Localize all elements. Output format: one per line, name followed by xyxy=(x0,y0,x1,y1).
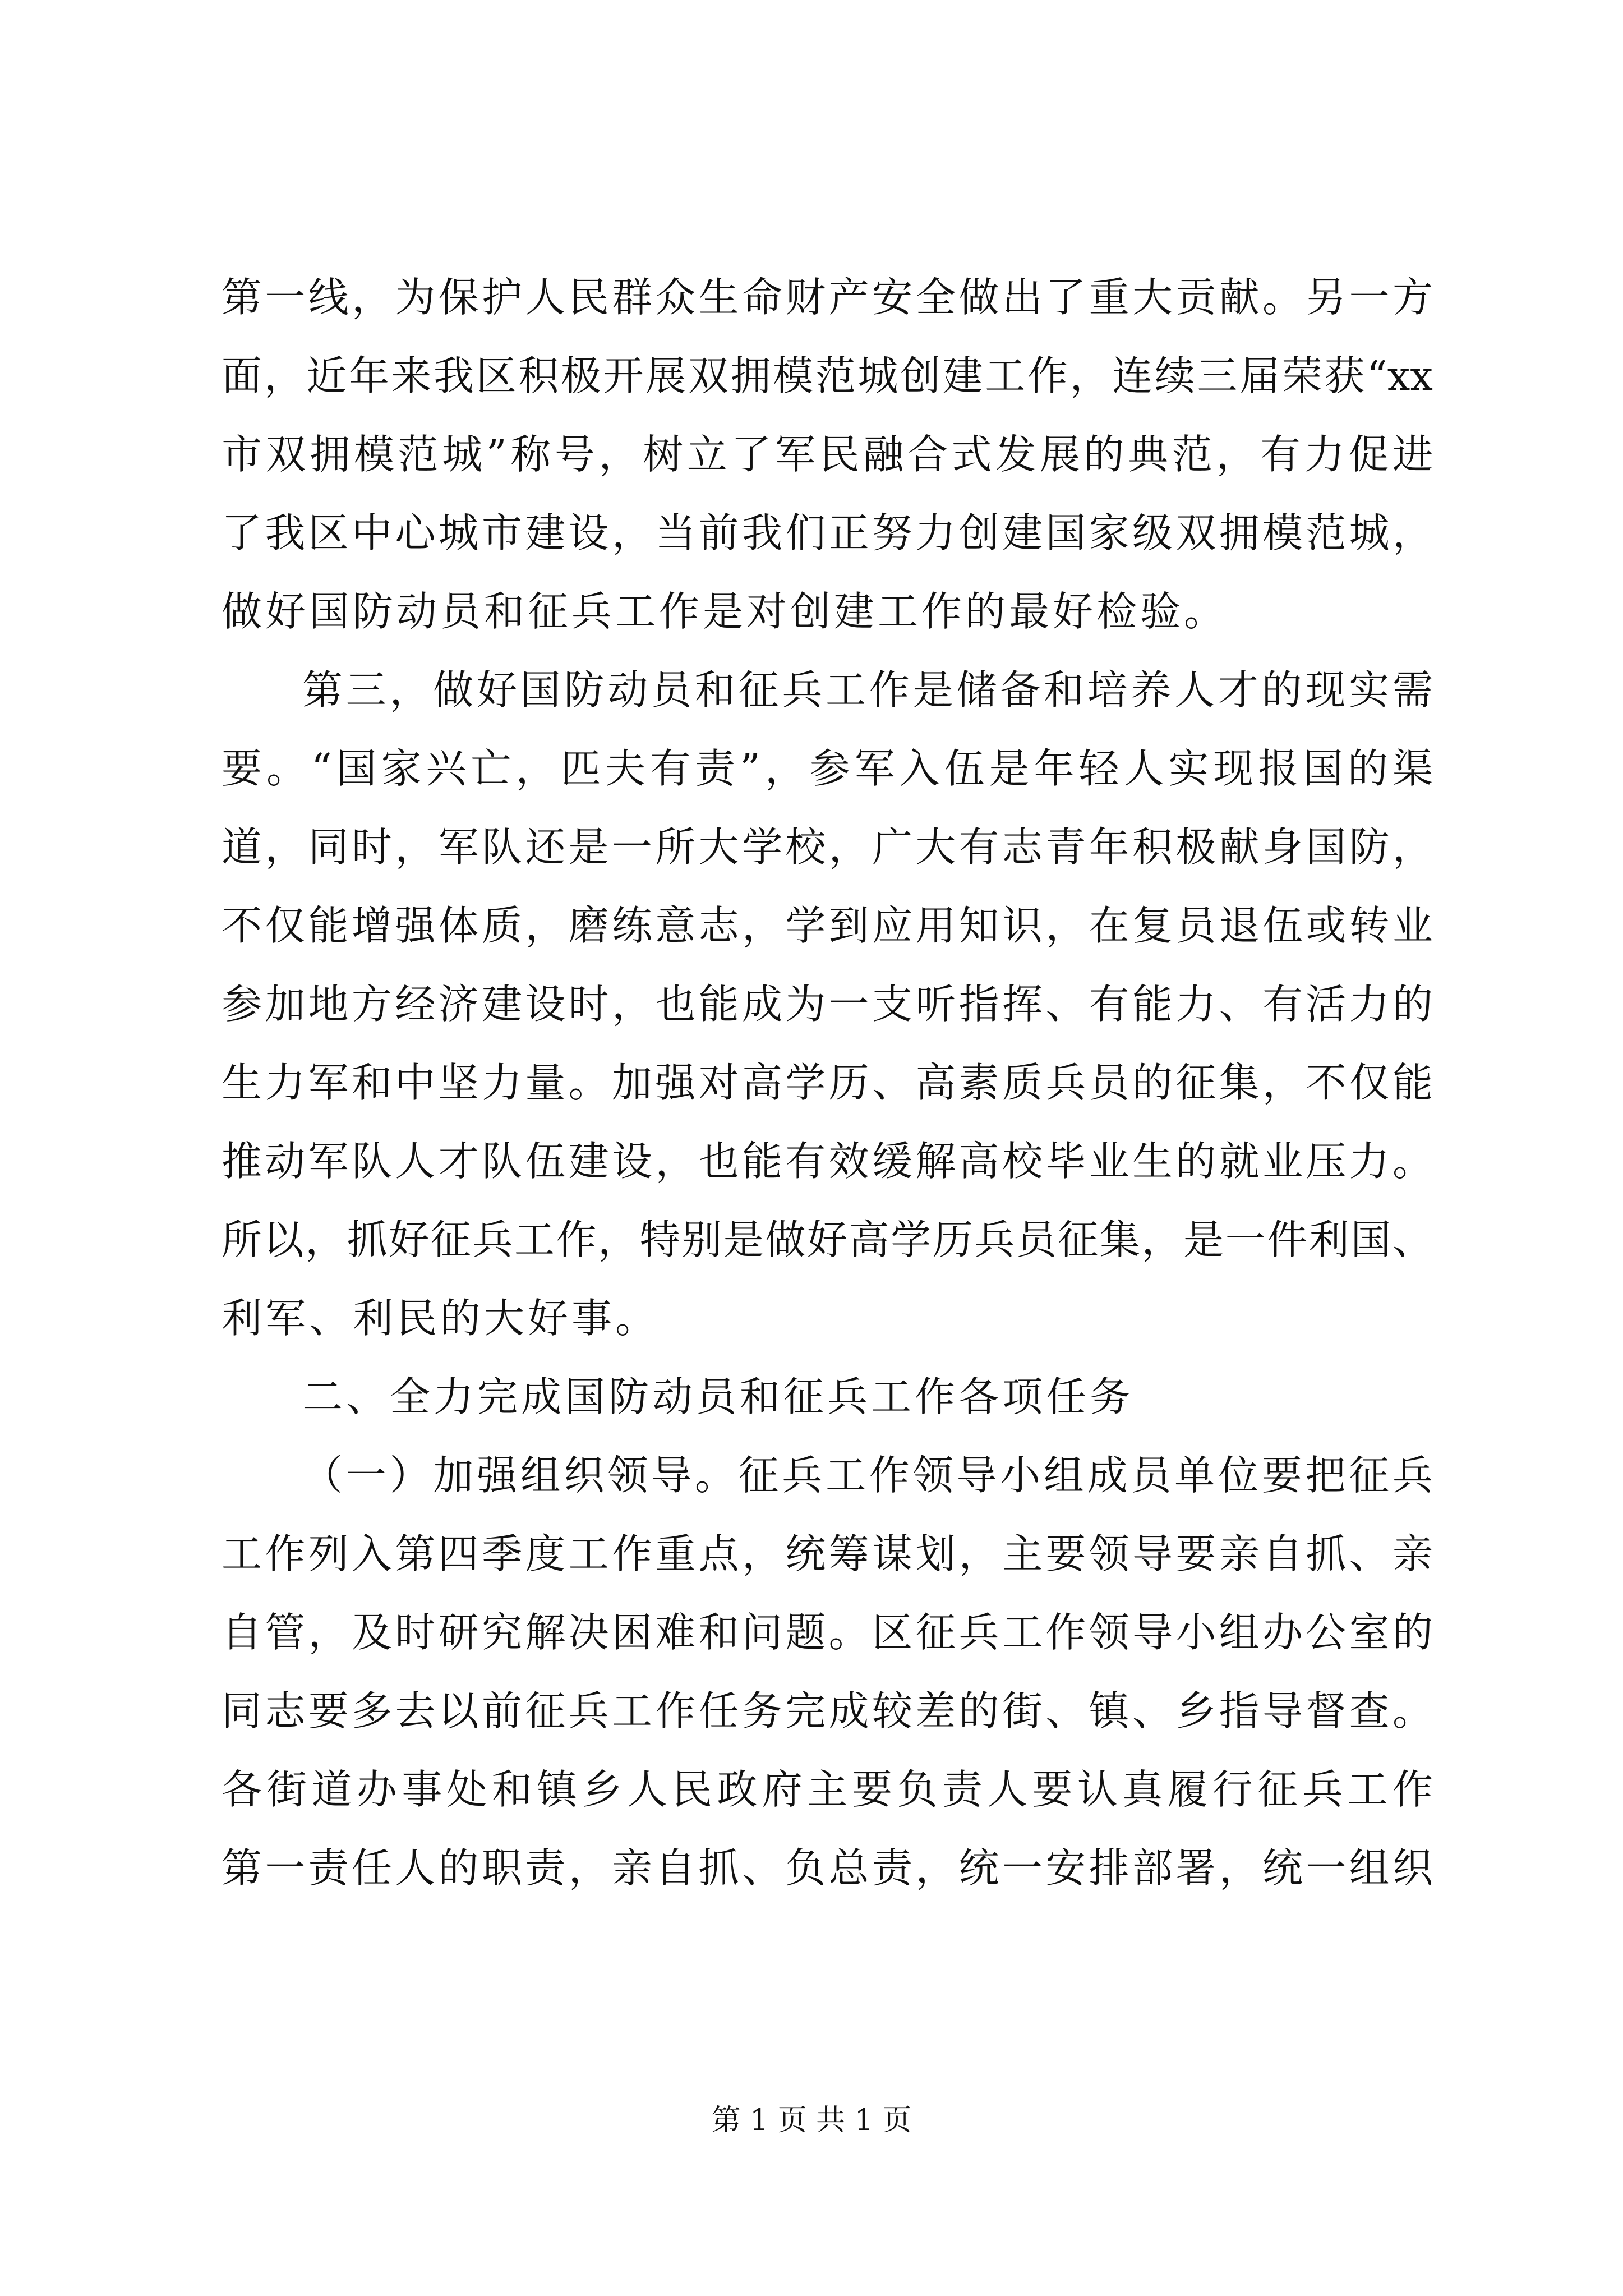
text-line: 参加地方经济建设时，也能成为一支听指挥、有能力、有活力的 xyxy=(222,981,1433,1028)
text-line: 第一责任人的职责，亲自抓、负总责，统一安排部署，统一组织 xyxy=(222,1844,1433,1892)
text-line: 不仅能增强体质，磨练意志，学到应用知识，在复员退伍或转业 xyxy=(222,902,1433,949)
text-line: 利军、利民的大好事。 xyxy=(222,1295,660,1342)
paragraph-start-line: 第三，做好国防动员和征兵工作是储备和培养人才的现实需 xyxy=(302,666,1433,714)
text-line: 道，同时，军队还是一所大学校，广大有志青年积极献身国防， xyxy=(222,823,1433,871)
text-line: 生力军和中坚力量。加强对高学历、高素质兵员的征集，不仅能 xyxy=(222,1059,1433,1106)
text-line: 第一线，为保护人民群众生命财产安全做出了重大贡献。另一方 xyxy=(222,274,1433,321)
text-line: 推动军队人才队伍建设，也能有效缓解高校毕业生的就业压力。 xyxy=(222,1138,1433,1185)
text-line: 要。“国家兴亡，匹夫有责”，参军入伍是年轻人实现报国的渠 xyxy=(222,745,1433,792)
section-heading: 二、全力完成国防动员和征兵工作各项任务 xyxy=(302,1373,1134,1420)
text-line: 各街道办事处和镇乡人民政府主要负责人要认真履行征兵工作 xyxy=(222,1766,1433,1813)
paragraph-start-line: （一）加强组织领导。征兵工作领导小组成员单位要把征兵 xyxy=(302,1452,1433,1499)
text-line: 做好国防动员和征兵工作是对创建工作的最好检验。 xyxy=(222,588,1228,635)
text-line: 所以，抓好征兵工作，特别是做好高学历兵员征集，是一件利国、 xyxy=(222,1216,1433,1263)
text-line: 了我区中心城市建设，当前我们正努力创建国家级双拥模范城， xyxy=(222,509,1433,556)
text-line: 工作列入第四季度工作重点，统筹谋划，主要领导要亲自抓、亲 xyxy=(222,1530,1433,1577)
text-line: 自管，及时研究解决困难和问题。区征兵工作领导小组办公室的 xyxy=(222,1609,1433,1656)
text-line: 面，近年来我区积极开展双拥模范城创建工作，连续三届荣获“xx xyxy=(222,352,1433,399)
page-number-footer: 第 1 页 共 1 页 xyxy=(711,2104,912,2137)
text-line: 同志要多去以前征兵工作任务完成较差的街、镇、乡指导督查。 xyxy=(222,1687,1433,1734)
text-line: 市双拥模范城”称号，树立了军民融合式发展的典范，有力促进 xyxy=(222,431,1433,478)
